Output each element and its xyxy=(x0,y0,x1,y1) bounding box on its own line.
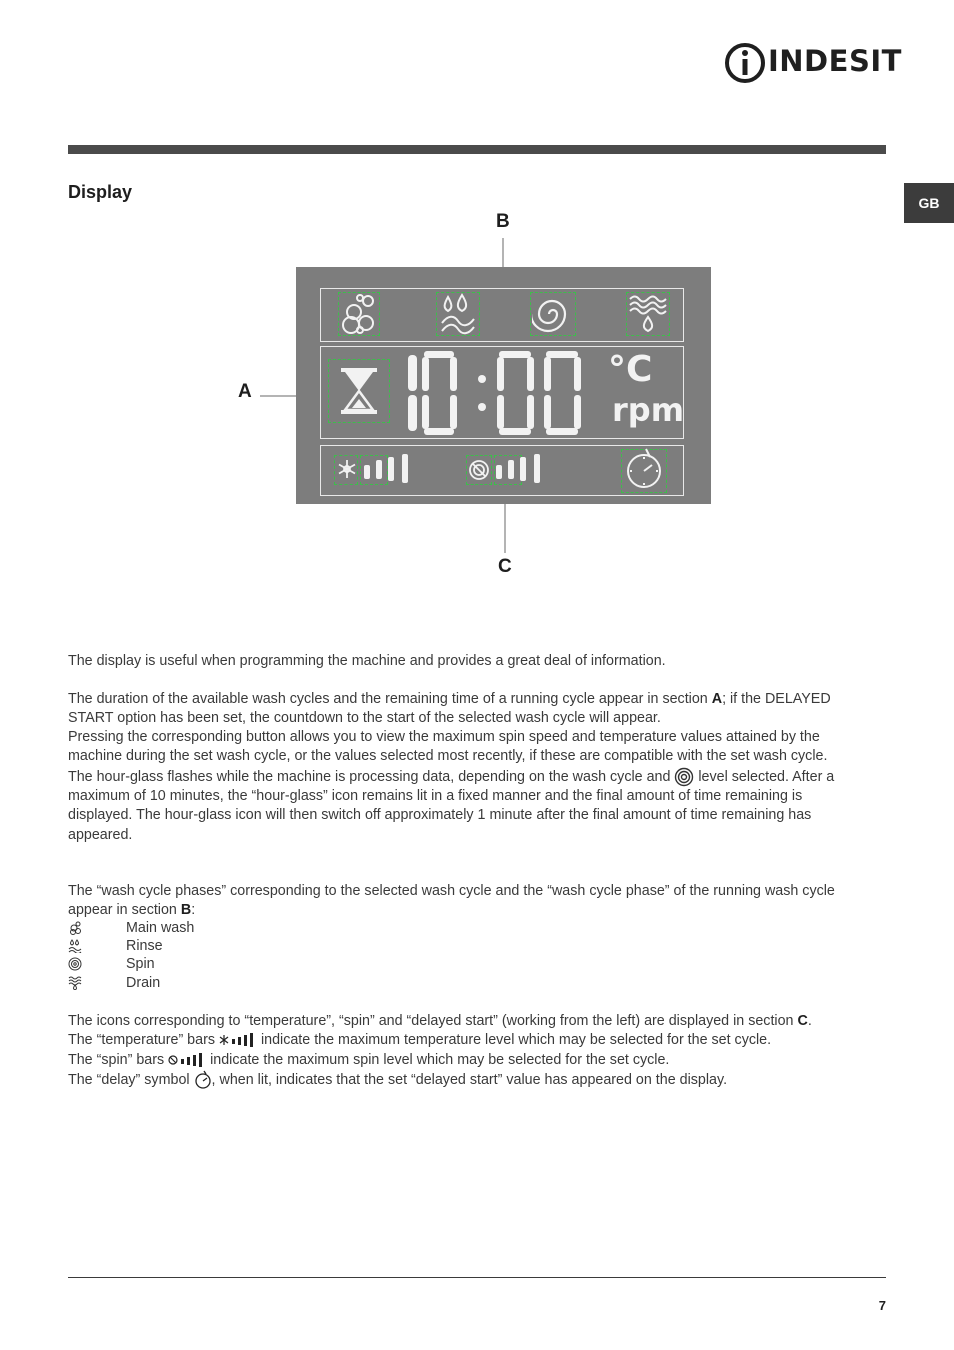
hourglass-icon xyxy=(340,367,378,415)
spin-bars xyxy=(494,453,546,485)
legend-rinse-icon xyxy=(68,939,82,953)
rinse-icon xyxy=(438,293,478,335)
paragraph-section-c: The icons corresponding to “temperature”, “spin” and “delayed start” (working from the left) are displayed in section C. xyxy=(68,1013,812,1029)
time-digits xyxy=(404,351,604,437)
paragraph-values: Pressing the corresponding button allows you to view the maximum spin speed and temperature values attained by the machine during the set wash cycle, or the values selected most recently, if these are compatible with the set wash cycle. xyxy=(68,729,828,765)
paragraph-hourglass: The hour-glass flashes while the machine is processing data, depending on the wash cycle and level selected. After a maximum of 10 minutes, the “hour-glass” icon remains lit in a fixed manner and the final amount of time remaining is displayed. The hour-glass icon will then switch off approximately 1 minute after the final amount of time remaining has appeared. xyxy=(68,768,835,843)
label-b: B xyxy=(496,211,510,232)
legend-label-rinse: Rinse xyxy=(126,938,163,954)
legend-label-drain: Drain xyxy=(126,975,161,991)
paragraph-temperature-bars: The “temperature” bars indicate the maximum temperature level which may be selected for the set cycle. xyxy=(68,1032,772,1048)
spin-level-icon xyxy=(468,459,490,481)
section-title: Display xyxy=(68,182,133,202)
paragraph-delay: The “delay” symbol , when lit, indicates that the set “delayed start” value has appeared on the display. xyxy=(68,1070,868,1090)
legend-drain-icon xyxy=(68,976,82,990)
inline-temperature-bars-icon xyxy=(219,1032,257,1048)
legend-main-wash-icon xyxy=(68,921,82,935)
drain-icon xyxy=(628,293,668,335)
legend-spin-icon xyxy=(68,957,82,971)
footer-rule xyxy=(68,1277,886,1278)
paragraph-section-b: The “wash cycle phases” corresponding to the selected wash cycle and the “wash cycle phase” of the running wash cycle appear in section B: xyxy=(68,883,835,919)
legend-label-main-wash: Main wash xyxy=(126,920,195,936)
paragraph-intro: The display is useful when programming the machine and provides a great deal of information. xyxy=(68,653,666,669)
inline-delay-icon xyxy=(194,1070,212,1090)
legend-label-spin: Spin xyxy=(126,956,155,972)
paragraph-spin-bars: The “spin” bars indicate the maximum spin level which may be selected for the set cycle. xyxy=(68,1052,670,1068)
delay-timer-icon xyxy=(624,447,664,491)
label-a: A xyxy=(238,381,252,402)
unit-temperature: °C xyxy=(608,349,653,390)
unit-rpm: rpm xyxy=(612,391,685,429)
inline-spin-bars-icon xyxy=(168,1052,206,1068)
brand-wordmark: INDESIT xyxy=(768,44,902,78)
main-wash-icon xyxy=(340,293,378,335)
temperature-bars xyxy=(362,453,414,485)
paragraph-section-a: The duration of the available wash cycles and the remaining time of a running cycle appear in section A; if the DELAYED START option has been set, the countdown to the start of the selected wash cycle will appear. xyxy=(68,691,831,727)
temperature-icon xyxy=(337,459,357,479)
label-c: C xyxy=(498,556,512,577)
spin-icon xyxy=(532,293,574,335)
display-panel xyxy=(296,267,711,504)
soil-level-icon xyxy=(674,767,694,787)
language-tab[interactable]: GB xyxy=(904,183,954,223)
page-number: 7 xyxy=(878,1298,886,1313)
